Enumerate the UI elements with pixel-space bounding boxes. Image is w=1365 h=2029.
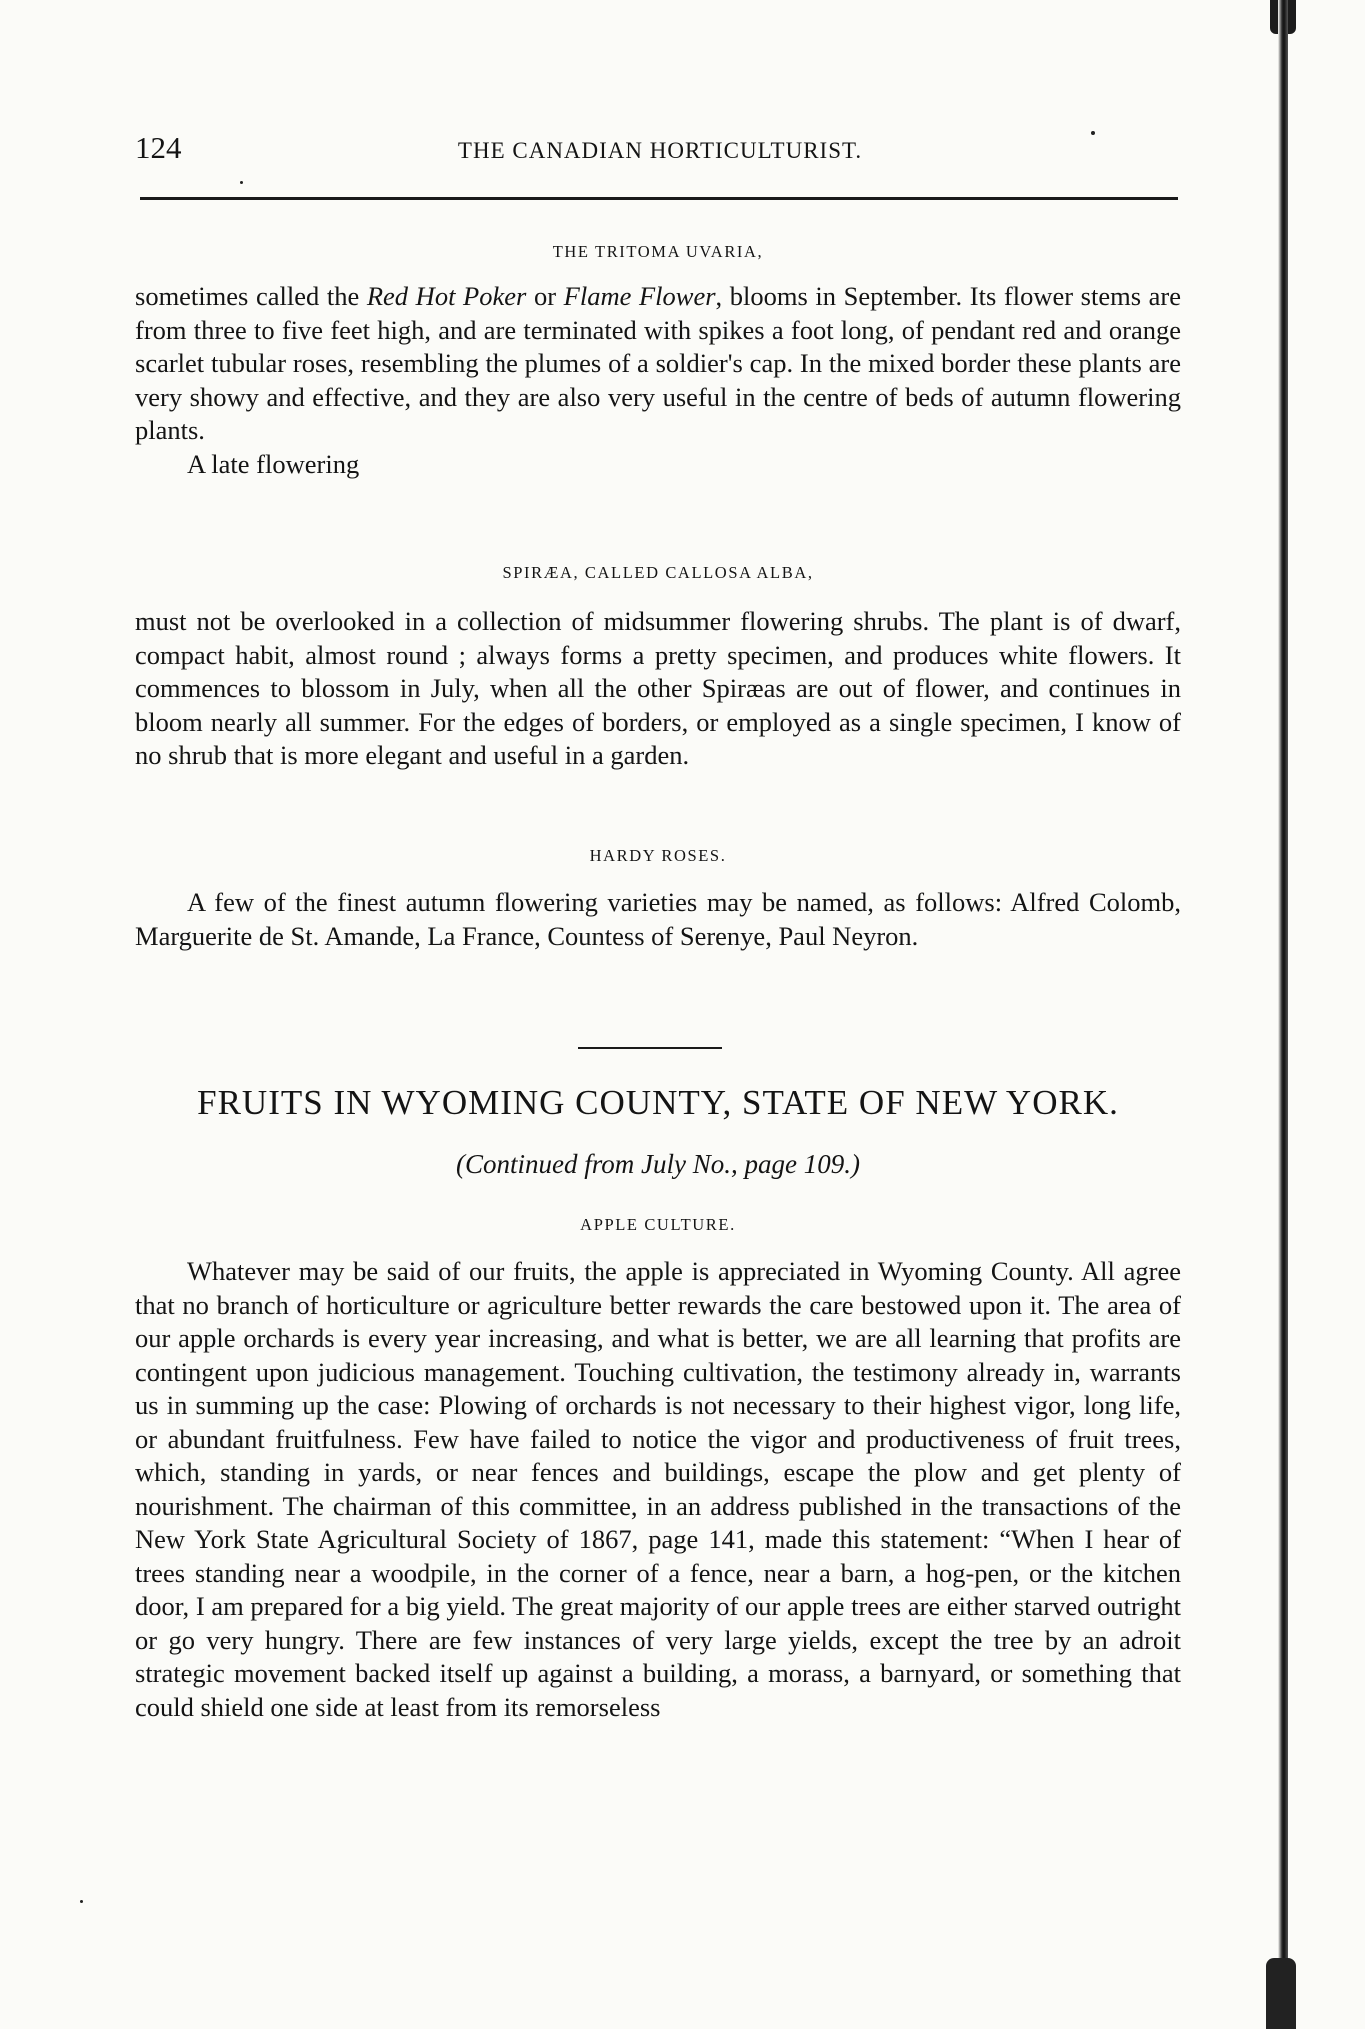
section-heading-hardy-roses: HARDY ROSES. (589, 846, 727, 865)
text-run: sometimes called the (135, 281, 367, 311)
section-divider (578, 1047, 722, 1049)
tritoma-paragraph (135, 280, 1181, 448)
roses-section (135, 846, 1181, 953)
italic-term-red-hot-poker: Red Hot Poker (366, 281, 527, 311)
header-rule (140, 197, 1178, 200)
section-heading-apple-culture: APPLE CULTURE. (580, 1215, 736, 1234)
ink-speck (80, 1900, 83, 1903)
running-title: THE CANADIAN HORTICULTURIST. (457, 138, 863, 163)
page-binding-edge (1278, 0, 1288, 2029)
roses-paragraph: A few of the finest autumn flowering varieties may be named, as follows: Alfred Colomb, Marguerite de St. Amande, La France, Countess of Serenye, Paul Neyron. (135, 887, 1181, 951)
text-run: , blooms in September. Its flower stems are from three to five feet high, and are terminated with spikes a foot long, of pendant red and orange scarlet tubular roses, resembling the plumes of a soldier's cap. In the mixed border these plants are very showy and effective, and they are also very useful in the centre of beds of autumn flowering plants. (135, 281, 1182, 445)
apple-culture-section (135, 1215, 1181, 1724)
section-heading-spiraea: SPIRÆA, CALLED CALLOSA ALBA, (502, 563, 814, 582)
page-number: 124 (135, 130, 182, 165)
continued-note: (Continued from July No., page 109.) (456, 1149, 860, 1179)
binding-clip-bottom (1266, 1958, 1296, 2029)
spiraea-section (135, 563, 1181, 773)
late-flowering-line: A late flowering (187, 448, 360, 479)
text-run: or (526, 281, 564, 311)
page-header (135, 130, 1185, 170)
spiraea-paragraph: must not be overlooked in a collection of midsummer flowering shrubs. The plant is of dwarf, compact habit, almost round ; always forms a pretty specimen, and produces white flowers. It commences to blossom in July, when all the other Spiræas are out of flower, and continues in bloom nearly all summer. For the edges of borders, or employed as a single specimen, I know of no shrub that is more elegant and useful in a garden. (135, 606, 1181, 770)
italic-term-flame-flower: Flame Flower (563, 281, 716, 311)
section-heading-tritoma: THE TRITOMA UVARIA, (552, 242, 764, 261)
article-title: FRUITS IN WYOMING COUNTY, STATE OF NEW YORK. (197, 1083, 1119, 1122)
tritoma-section (135, 242, 1181, 481)
ink-speck (240, 181, 243, 184)
apple-culture-paragraph: Whatever may be said of our fruits, the apple is appreciated in Wyoming County. All agree that no branch of horticulture or agriculture better rewards the care bestowed upon it. The area of our apple orchards is every year increasing, and what is better, we are all learning that profits are contingent upon judicious management. Touching cultivation, the testimony already in, warrants us in summing up the case: Plowing of orchards is not necessary to their highest vigor, long life, or abundant fruitfulness. Few have failed to notice the vigor and productiveness of fruit trees, which, standing in yards, or near fences and buildings, escape the plow and get plenty of nourishment. The chairman of this committee, in an address published in the transactions of the New York State Agricultural Society of 1867, page 141, made this statement: “When I hear of trees standing near a woodpile, in the corner of a fence, near a barn, a hog-pen, or the kitchen door, I am prepared for a big yield. The great majority of our apple trees are either starved outright or go very hungry. There are few instances of very large yields, except the tree by an adroit strategic movement backed itself up against a building, a morass, a barnyard, or something that could shield one side at least from its remorseless (135, 1256, 1181, 1722)
